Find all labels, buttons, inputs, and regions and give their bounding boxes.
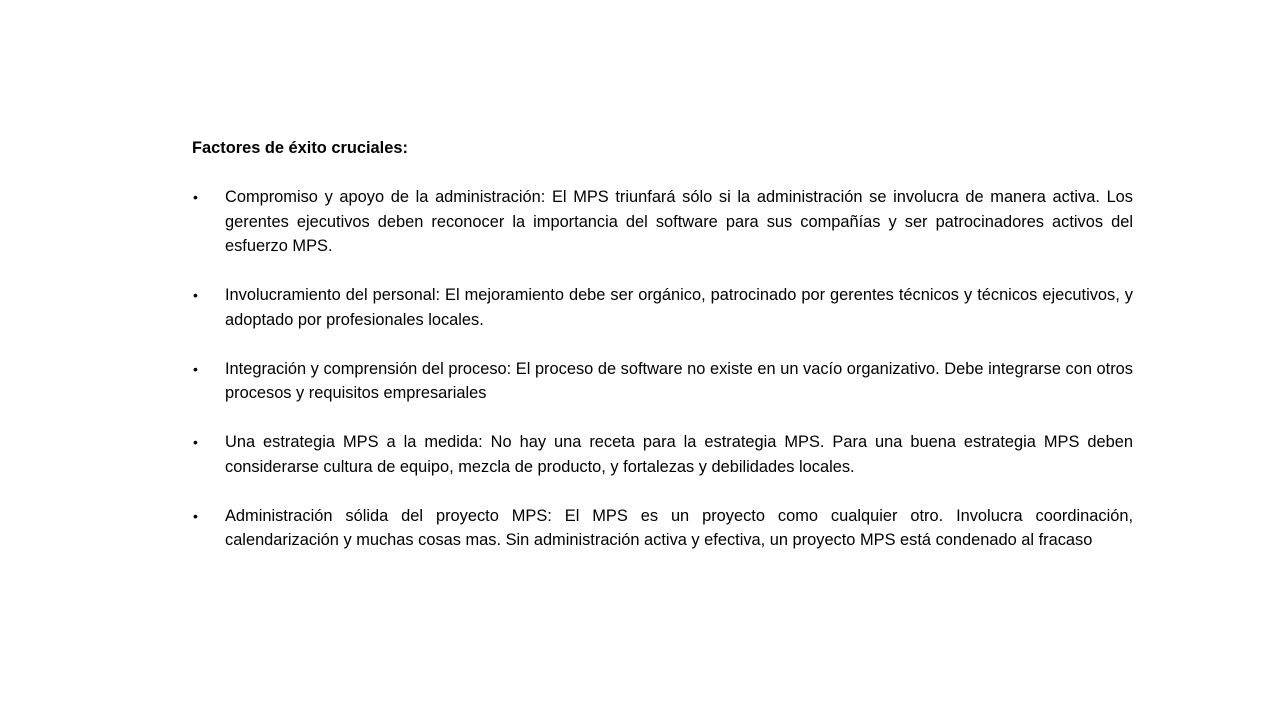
bullet-icon: • bbox=[193, 360, 198, 377]
bullet-text: Una estrategia MPS a la medida: No hay una receta para la estrategia MPS. Para una buena estrategia MPS deben considerarse cultura de equipo, mezcla de producto, y fortalezas y debilidades locales. bbox=[225, 433, 1133, 476]
bullet-text: Involucramiento del personal: El mejoramiento debe ser orgánico, patrocinado por gerentes técnicos y técnicos ejecutivos, y adoptado por profesionales locales. bbox=[225, 286, 1133, 329]
bullet-text: Integración y comprensión del proceso: El proceso de software no existe en un vacío organizativo. Debe integrarse con otros procesos y requisitos empresariales bbox=[225, 359, 1133, 402]
bullet-item bbox=[192, 504, 1133, 553]
bullet-list bbox=[192, 185, 1133, 553]
bullet-text: Compromiso y apoyo de la administración: El MPS triunfará sólo si la administración se involucra de manera activa. Los gerentes ejecutivos deben reconocer la importancia del software para sus compañías y ser patrocinadores activos del esfuerzo MPS. bbox=[225, 188, 1133, 255]
slide-content bbox=[192, 136, 1133, 553]
bullet-text: Administración sólida del proyecto MPS: El MPS es un proyecto como cualquier otro. Involucra coordinación, calendarización y muchas cosas mas. Sin administración activa y efectiva, un proyecto MPS está condenado al fracaso bbox=[225, 506, 1133, 549]
bullet-icon: • bbox=[193, 287, 198, 303]
slide-heading: Factores de éxito cruciales: bbox=[192, 139, 408, 157]
bullet-icon: • bbox=[193, 434, 198, 450]
bullet-item bbox=[192, 357, 1133, 406]
bullet-item bbox=[192, 283, 1133, 332]
bullet-item bbox=[192, 430, 1133, 479]
bullet-icon: • bbox=[193, 189, 198, 205]
bullet-item bbox=[192, 185, 1133, 259]
bullet-icon: • bbox=[193, 507, 198, 524]
